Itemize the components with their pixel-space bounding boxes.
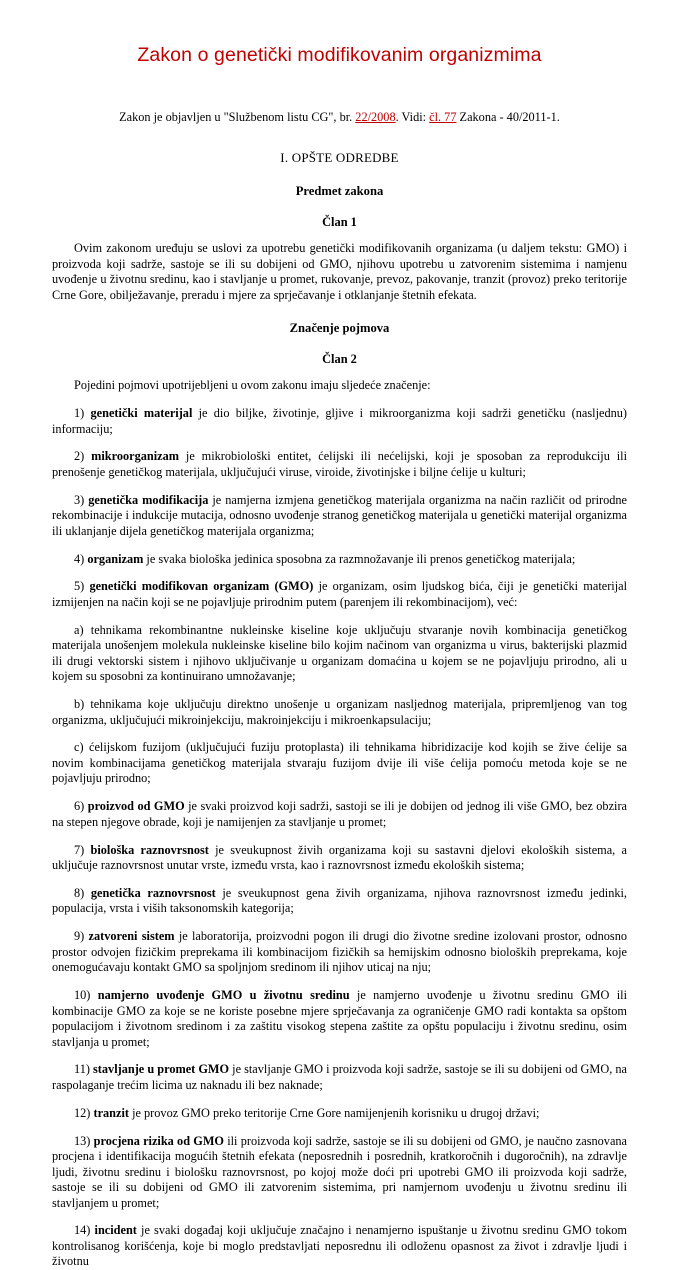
list-item [52, 929, 627, 976]
list-item [52, 1106, 627, 1122]
item-text: je sveukupnost gena živih organizama, njihova raznovrsnost između jedinki, populacija, vrsta i viših taksonomskih kategorija; [52, 885, 627, 916]
item-text: je mikrobiološki entitet, ćelijski ili nećelijski, koji je sposoban za reprodukciju ili prenošenje genetičkog materijala, uključujući viruse, viroide, životinjske i biljne ćelije u kulturi; [52, 449, 627, 479]
list-sub-item [52, 697, 627, 728]
list-item [52, 886, 627, 917]
sub-item-number: c) [74, 740, 84, 755]
item-term: tranzit [93, 1105, 129, 1120]
subsection-heading-definitions: Značenje pojmova [289, 321, 390, 336]
item-text: je laboratorija, proizvodni pogon ili drugi dio životne sredine izolovani prostor, odnosno prostor odvojen fizičkim preprekama ili kombinacijom fizičkih sa hemijskim odnosno bioloških preprekama, koje onemogućavaju kontakt GMO sa spoljnjom sredinom ili njihov uticaj na nju; [52, 929, 627, 975]
item-number: 3) [74, 492, 85, 507]
item-term: proizvod od GMO [87, 799, 185, 814]
item-number: 14) [74, 1223, 91, 1238]
item-text: je svaka biološka jedinica sposobna za razmnožavanje ili prenos genetičkog materijala; [143, 551, 576, 566]
article-heading-1: Član 1 [322, 215, 357, 230]
publication-line [52, 109, 627, 126]
list-sub-item [52, 740, 627, 787]
item-text: je stavljanje GMO i proizvoda koji sadrže, sastoje se ili su dobijeni od GMO, na raspolaganje trećim licima uz naknadu ili bez naknade; [52, 1062, 627, 1092]
page-title: Zakon o genetički modifikovanim organizmima [137, 44, 542, 66]
item-text: je namjerna izmjena genetičkog materijala organizma na način različit od prirodne rekombinacije i indukcije mutacija, odnosno uvođenje stranog genetičkog materijala u genetički materijal organizma ili uklanjanje dijela genetičkog materijala organizma; [52, 492, 627, 538]
list-sub-item [52, 623, 627, 685]
item-text: je dio biljke, životinje, gljive i mikroorganizma koji sadrži genetičku (nasljednu) informaciju; [52, 406, 627, 436]
item-number: 8) [74, 885, 85, 900]
item-number: 5) [74, 579, 85, 594]
item-number: 1) [74, 406, 85, 421]
list-item [52, 988, 627, 1050]
list-item [52, 552, 627, 568]
item-text: je provoz GMO preko teritorije Crne Gore namijenjenih korisniku u drugoj državi; [129, 1105, 540, 1120]
item-term: genetički materijal [90, 406, 193, 421]
publication-middle: . Vidi: [395, 110, 430, 124]
item-term: genetička raznovrsnost [90, 885, 216, 900]
sub-item-number: b) [74, 697, 85, 712]
item-number: 9) [74, 929, 85, 944]
list-item [52, 1223, 627, 1270]
publication-suffix: Zakona - 40/2011-1. [456, 110, 560, 124]
item-text: je svaki događaj koji uključuje značajno i nenamjerno ispuštanje u životnu sredinu GMO tokom kontrolisanog korišćenja, koje bi moglo predstavljati neposrednu ili odloženu opasnost za život i zdravlje ljudi i životnu [52, 1223, 627, 1269]
item-text: je sveukupnost živih organizama koji su sastavni djelovi ekoloških sistema, a uključuje raznovrsnost unutar vrste, između vrsta, kao i raznovrsnost između ekoloških sistema; [52, 842, 627, 873]
list-item [52, 1134, 627, 1212]
item-number: 10) [74, 988, 91, 1003]
list-item [52, 1062, 627, 1093]
item-term: stavljanje u promet GMO [93, 1062, 230, 1077]
article-1-text: Ovim zakonom uređuju se uslovi za upotrebu genetički modifikovanih organizama (u daljem tekstu: GMO) i proizvoda koji sadrže, sastoje se ili su dobijeni od GMO, njihovu upotrebu u zatvorenim sistemima i namjenu uvođenje u životnu sredinu, kao i stavljanje u promet, rukovanje, prevoz, pakovanje, tranzit (provoz) preko teritorije Crne Gore, obilježavanje, preradu i mjere za sprječavanje i otklanjanje štetnih efekata. [52, 241, 627, 302]
item-text: je organizam, osim ljudskog bića, čiji je genetički materijal izmijenjen na način koji se ne pojavljuje prirodnim putem (parenjem ili rekombinacijom), već: [52, 579, 627, 609]
subsection-heading-subject: Predmet zakona [295, 184, 384, 199]
item-text: je namjerno uvođenje u životnu sredinu GMO ili kombinacije GMO za koje se ne koriste posebne mjere sprječavanja za ograničenje GMO radi kontakta sa opštom populacijom i životnom sredinom i za zaštitu visokog stepena zaštite za opštu populaciju i životnu sredinu, osim stavljanja u promet; [52, 988, 627, 1049]
item-term: organizam [87, 551, 144, 566]
publication-link-gazette[interactable]: 22/2008 [355, 110, 396, 124]
article-heading-2: Član 2 [322, 352, 357, 367]
list-item [52, 449, 627, 480]
item-number: 4) [74, 551, 85, 566]
item-text: je svaki proizvod koji sadrži, sastoji se ili je dobijen od jednog ili više GMO, bez obzira na stepen njegove obrade, koji je namijenjen za stavljanje u promet; [52, 799, 627, 829]
item-number: 6) [74, 799, 85, 814]
sub-item-number: a) [74, 622, 84, 637]
sub-item-text: tehnikama rekombinantne nukleinske kiseline koje uključuju stvaranje novih kombinacija genetičkog materijala unošenjem molekula nukleinske kiseline bilo kojim načinom van organizma u virus, bakterijski plazmid ili drugi vektorski sistem i njihovo uključivanje u organizam domaćina u kojem se ne pojavljuju prirodno, ali u kojem su sposobni za kontinuirano umnožavanje; [52, 622, 627, 684]
list-item [52, 493, 627, 540]
list-item [52, 843, 627, 874]
item-term: incident [94, 1223, 137, 1238]
publication-link-article[interactable]: čl. 77 [429, 110, 457, 124]
item-number: 13) [74, 1133, 91, 1148]
item-number: 11) [74, 1062, 90, 1077]
list-item [52, 406, 627, 437]
item-term: genetički modifikovan organizam (GMO) [89, 579, 314, 594]
sub-item-text: tehnikama koje uključuju direktno unošenje u organizam nasljednog materijala, pripremljenog van tog organizma, uključujući mikroinjekciju, makroinjekciju i mikroenkapsulaciju; [52, 697, 627, 727]
item-term: mikroorganizam [91, 449, 180, 464]
sub-item-text: ćelijskom fuzijom (uključujući fuziju protoplasta) ili tehnikama hibridizacije kod kojih se žive ćelije sa novim kombinacijama genetičkog materijala stvaraju fuzijom dvije ili više ćelija pomoću metoda koje se ne pojavljuju prirodno; [52, 740, 627, 786]
item-term: biološka raznovrsnost [90, 842, 209, 857]
item-number: 2) [74, 449, 85, 464]
item-number: 12) [74, 1105, 91, 1120]
list-item [52, 579, 627, 610]
item-term: namjerno uvođenje GMO u životnu sredinu [97, 988, 350, 1003]
item-term: procjena rizika od GMO [93, 1133, 224, 1148]
item-term: zatvoreni sistem [88, 929, 175, 944]
list-item [52, 799, 627, 830]
item-number: 7) [74, 842, 85, 857]
section-heading-general-provisions: I. OPŠTE ODREDBE [280, 150, 399, 166]
article-2-intro: Pojedini pojmovi upotrijebljeni u ovom zakonu imaju sljedeće značenje: [74, 378, 431, 393]
item-text: ili proizvoda koji sadrže, sastoje se ili su dobijeni od GMO, je naučno zasnovana procjena i identifikacija mogućih štetnih efekata (neposrednih i posrednih, kratkoročnih i dugoročnih), na zdravlje ljudi, životnu sredinu i biološku raznovrsnost, po kojoj može doći pri upotrebi GMO ili proizvoda koji sadrže, sastoje se ili su dobijeni od GMO ili zatvorenim sistemima, pri namjernom uvođenju u životnu sredinu ili stavljanjem u promet; [52, 1133, 628, 1210]
publication-prefix: Zakon je objavljen u "Službenom listu CG", br. [119, 110, 356, 124]
item-term: genetička modifikacija [88, 492, 209, 507]
